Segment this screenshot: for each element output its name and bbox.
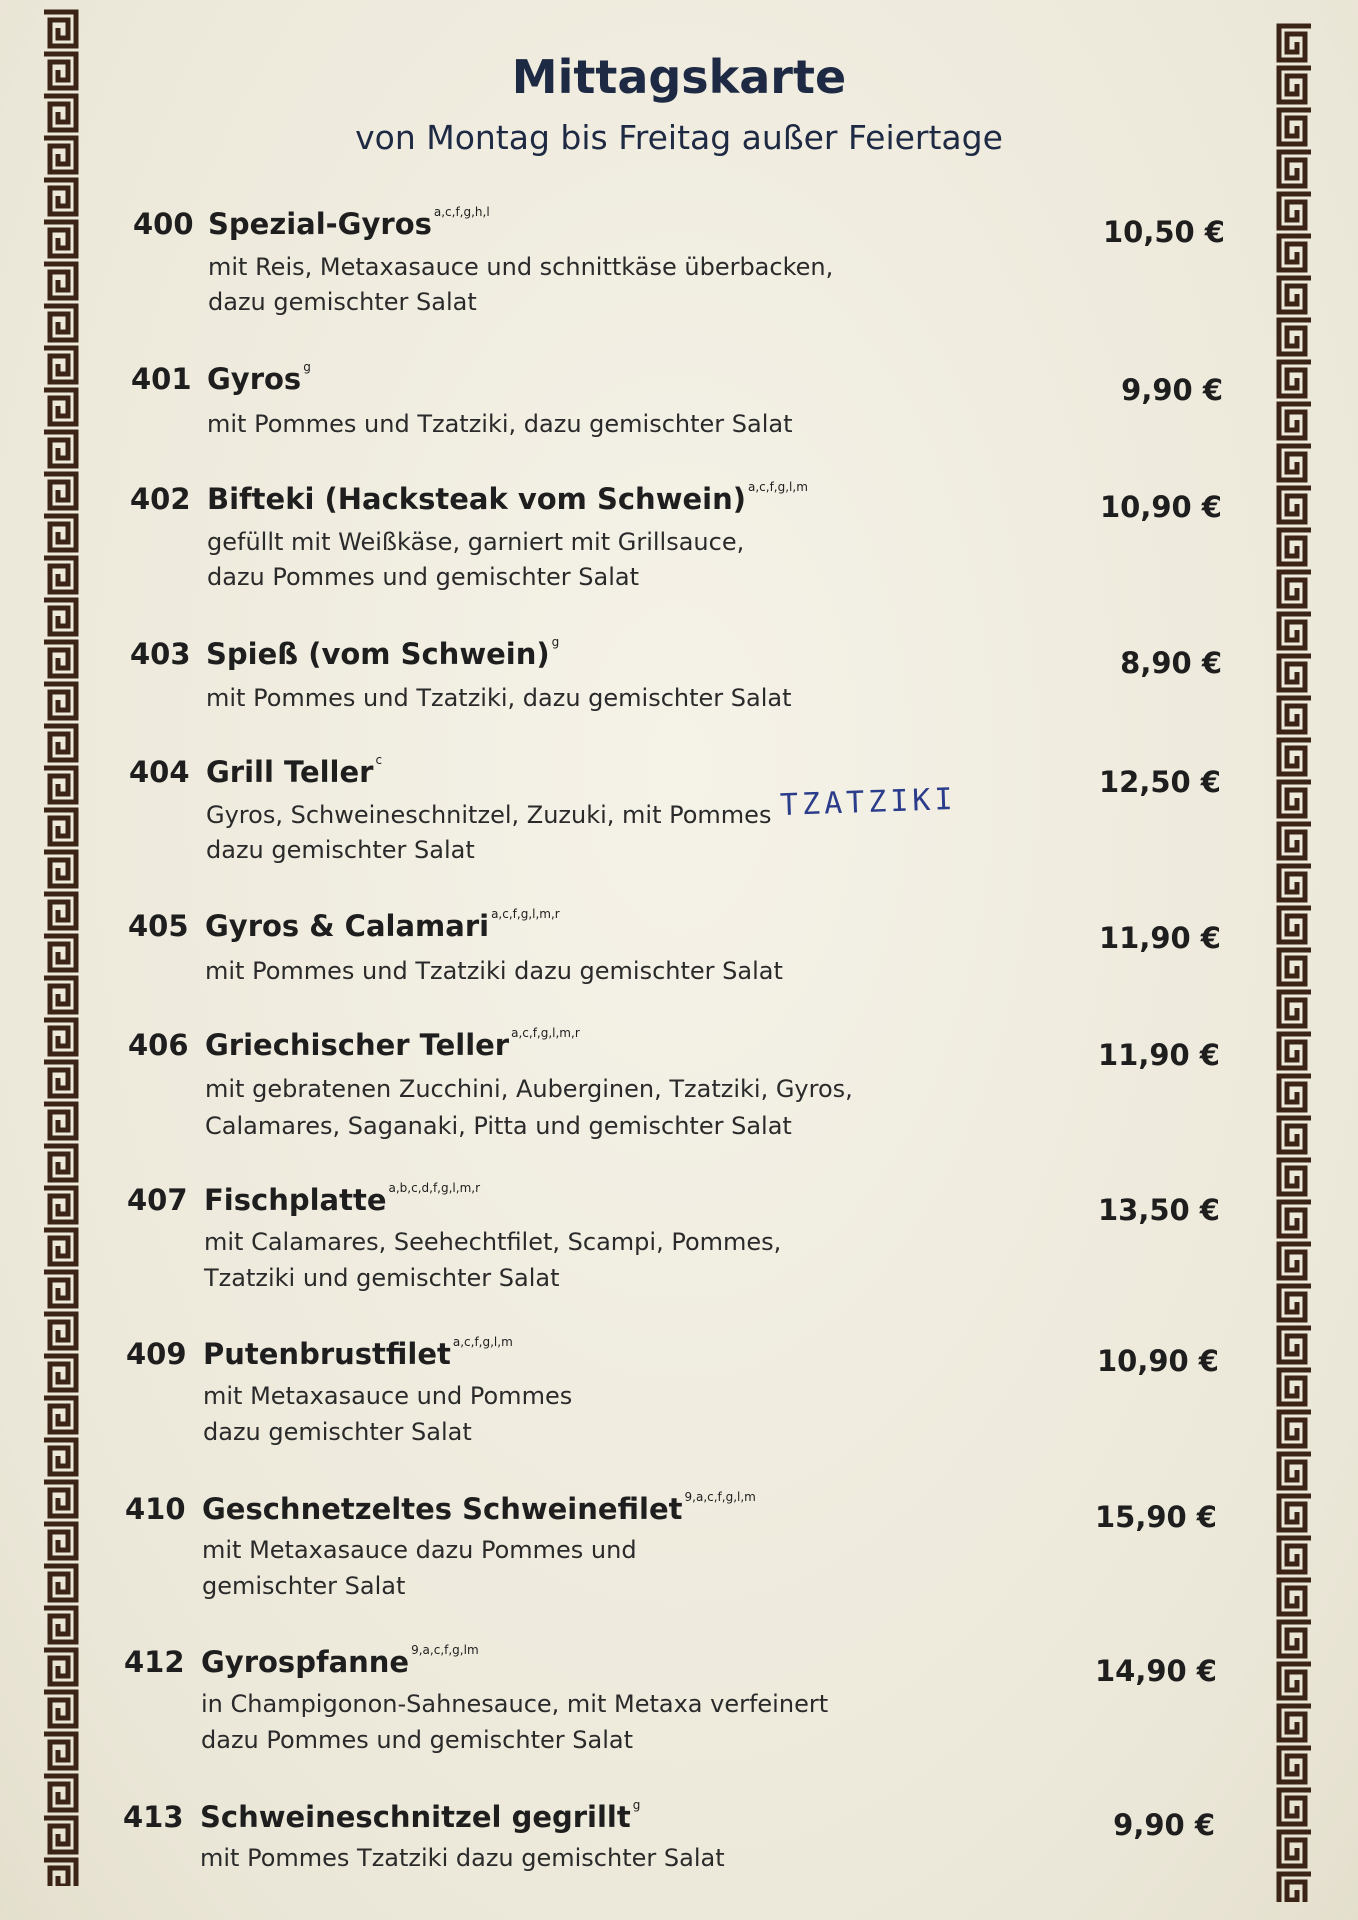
item-description-line-1: mit Pommes und Tzatziki, dazu gemischter Salat [206, 684, 792, 712]
item-number: 410 [125, 1492, 186, 1526]
page-title: Mittagskarte [511, 50, 847, 104]
allergen-codes: a,b,c,d,f,g,l,m,r [388, 1181, 481, 1195]
greek-key-border-right [1275, 22, 1315, 1902]
item-price: 12,50 € [1098, 765, 1221, 799]
item-number: 401 [131, 362, 192, 396]
item-name: Geschnetzeltes Schweinefilet $^{9,a,c,f,g,l,m}$ [202, 1490, 756, 1526]
allergen-codes: a,c,f,g,l,m,r [491, 907, 560, 921]
item-price: 10,90 € [1099, 490, 1222, 524]
item-description-line-1: mit gebratenen Zucchini, Auberginen, Tzatziki, Gyros, [205, 1075, 853, 1103]
item-description-line-2: dazu Pommes und gemischter Salat [207, 563, 639, 591]
item-name: Gyrospfanne $^{9,a,c,f,g,lm}$ [201, 1643, 479, 1679]
item-description-line-2: dazu Pommes und gemischter Salat [201, 1726, 633, 1754]
item-name: Gyros $^g$ [207, 360, 311, 396]
allergen-codes: g [632, 1798, 641, 1812]
item-description-line-2: dazu gemischter Salat [203, 1418, 472, 1446]
item-number: 402 [130, 482, 191, 516]
item-price: 14,90 € [1094, 1654, 1217, 1688]
item-description-line-1: mit Reis, Metaxasauce und schnittkäse überbacken, [208, 253, 834, 281]
allergen-codes: a,c,f,g,l,m,r [511, 1026, 580, 1040]
item-name: Grill Teller $^c$ [206, 753, 383, 789]
item-number: 409 [126, 1337, 187, 1371]
item-name: Griechischer Teller $^{a,c,f,g,l,m,r}$ [205, 1026, 580, 1062]
allergen-codes: a,c,f,g,l,m [748, 480, 808, 494]
item-number: 406 [128, 1028, 189, 1062]
allergen-codes: a,c,f,g,h,l [433, 205, 490, 219]
item-number: 400 [133, 207, 194, 241]
allergen-codes: 9,a,c,f,g,lm [411, 1643, 479, 1657]
allergen-codes: g [551, 635, 560, 649]
item-price: 11,90 € [1097, 1038, 1220, 1072]
page-subtitle: von Montag bis Freitag außer Feiertage [355, 118, 1003, 157]
item-number: 407 [127, 1183, 188, 1217]
allergen-codes: 9,a,c,f,g,l,m [684, 1490, 756, 1504]
item-number: 403 [130, 637, 191, 671]
item-number: 413 [123, 1800, 184, 1834]
allergen-codes: a,c,f,g,l,m [452, 1335, 513, 1349]
item-name: Bifteki (Hacksteak vom Schwein) $^{a,c,f,g,l,m}$ [207, 480, 808, 516]
item-description-line-2: Tzatziki und gemischter Salat [204, 1264, 560, 1292]
item-description-line-2: gemischter Salat [202, 1572, 406, 1600]
allergen-codes: c [375, 753, 383, 767]
item-price: 10,90 € [1096, 1344, 1219, 1378]
item-description-line-1: mit Metaxasauce dazu Pommes und [202, 1536, 637, 1564]
item-number: 405 [128, 909, 189, 943]
handwritten-note: TZATZIKI [779, 781, 958, 824]
item-name: Spezial-Gyros $^{a,c,f,g,h,l}$ [208, 205, 490, 241]
item-price: 8,90 € [1120, 646, 1222, 680]
item-name: Fischplatte $^{a,b,c,d,f,g,l,m,r}$ [204, 1181, 481, 1217]
item-description-line-1: mit Metaxasauce und Pommes [203, 1382, 573, 1410]
item-number: 412 [124, 1645, 185, 1679]
item-description-line-1: mit Pommes und Tzatziki, dazu gemischter Salat [207, 410, 793, 438]
item-description-line-1: mit Calamares, Seehechtfilet, Scampi, Pommes, [204, 1228, 782, 1256]
item-description-line-1: mit Pommes Tzatziki dazu gemischter Salat [200, 1844, 725, 1872]
allergen-codes: g [303, 360, 311, 374]
item-price: 9,90 € [1121, 373, 1223, 407]
item-description-line-2: dazu gemischter Salat [208, 288, 477, 316]
item-description-line-2: dazu gemischter Salat [206, 836, 475, 864]
item-name: Putenbrustfilet $^{a,c,f,g,l,m}$ [203, 1335, 513, 1371]
item-description-line-1: gefüllt mit Weißkäse, garniert mit Grillsauce, [207, 528, 745, 556]
item-price: 9,90 € [1113, 1808, 1215, 1842]
item-price: 13,50 € [1097, 1193, 1220, 1227]
item-name: Schweineschnitzel gegrillt $^g$ [200, 1798, 641, 1834]
item-price: 15,90 € [1094, 1500, 1217, 1534]
item-price: 10,50 € [1102, 215, 1225, 249]
item-price: 11,90 € [1098, 921, 1221, 955]
item-description-line-2: Calamares, Saganaki, Pitta und gemischter Salat [205, 1112, 792, 1140]
greek-key-border-left [40, 8, 80, 1886]
item-name: Spieß (vom Schwein) $^g$ [206, 635, 560, 671]
item-number: 404 [129, 755, 190, 789]
item-name: Gyros & Calamari $^{a,c,f,g,l,m,r}$ [205, 907, 560, 943]
item-description-line-1: in Champigonon-Sahnesauce, mit Metaxa verfeinert [201, 1690, 829, 1718]
item-description-line-1: mit Pommes und Tzatziki dazu gemischter Salat [205, 957, 783, 985]
item-description-line-1: Gyros, Schweineschnitzel, Zuzuki, mit Pommes [206, 801, 772, 829]
